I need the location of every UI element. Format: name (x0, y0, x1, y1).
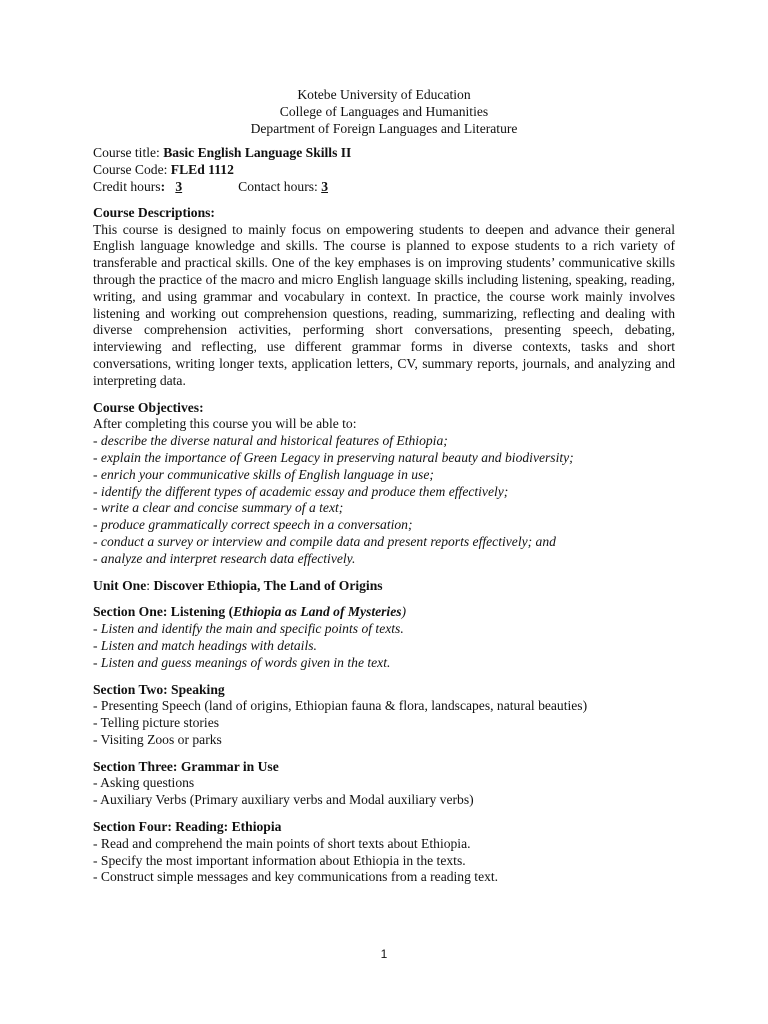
section-grammar (93, 759, 675, 809)
course-objectives (93, 400, 675, 568)
course-description (93, 205, 675, 390)
objective-item: - explain the importance of Green Legacy in preserving natural beauty and biodiversity; (93, 449, 574, 465)
listening-heading: Section One: Listening (Ethiopia as Land of Mysteries) (93, 604, 407, 620)
list-item: - Telling picture stories (93, 715, 220, 731)
objective-item: - enrich your communicative skills of English language in use; (93, 466, 434, 482)
description-heading: Course Descriptions: (93, 204, 215, 220)
reading-heading: Section Four: Reading: Ethiopia (93, 819, 282, 835)
list-item: - Construct simple messages and key communications from a reading text. (93, 869, 499, 885)
course-code-label: Course Code: (93, 162, 171, 178)
list-item: - Read and comprehend the main points of short texts about Ethiopia. (93, 835, 471, 851)
unit-colon: : (146, 577, 154, 593)
contact-hours-value: 3 (321, 178, 328, 194)
contact-hours-label: Contact hours: (238, 178, 322, 194)
section-listening (93, 604, 675, 671)
unit-title: Discover Ethiopia, The Land of Origins (153, 577, 383, 593)
list-item: - Auxiliary Verbs (Primary auxiliary verbs and Modal auxiliary verbs) (93, 792, 474, 808)
department-name: Department of Foreign Languages and Literature (250, 120, 518, 136)
course-info (93, 145, 675, 195)
list-item: - Visiting Zoos or parks (93, 731, 222, 747)
list-item: - Presenting Speech (land of origins, Ethiopian fauna & flora, landscapes, natural beauties) (93, 698, 588, 714)
objective-item: - write a clear and concise summary of a text; (93, 500, 344, 516)
objective-item: - analyze and interpret research data effectively. (93, 550, 356, 566)
list-item: - Listen and match headings with details. (93, 637, 317, 653)
unit-heading (93, 578, 675, 595)
course-code-value: FLEd 1112 (170, 162, 234, 178)
course-title-value: Basic English Language Skills II (163, 145, 352, 161)
description-text: This course is designed to mainly focus on empowering students to deepen and advance their general English language knowledge and skills. The course is planned to expose students to a rich variety of transferable and practical skills. One of the key emphases is on improving students’ communicative skills through the practice of the macro and micro English language skills including listening, speaking, reading, writing, and using grammar and vocabulary in context. In practice, the course work mainly involves listening and working out comprehension questions, reading, summarizing, reflecting and dealing with diverse comprehension activities, performing short conversations, presenting speech, debating, interviewing and reflecting, use different grammar forms in diverse contexts, tasks and short conversations, writing longer texts, application letters, CV, summary reports, journals, and analyzing and interpreting data. (93, 221, 675, 388)
page-number: 1 (380, 947, 388, 961)
objective-item: - conduct a survey or interview and compile data and present reports effectively; and (93, 533, 556, 549)
list-item: - Asking questions (93, 775, 195, 791)
list-item: - Listen and guess meanings of words given in the text. (93, 654, 391, 670)
objectives-intro: After completing this course you will be able to: (93, 416, 357, 432)
objective-item: - describe the diverse natural and historical features of Ethiopia; (93, 433, 448, 449)
section-speaking (93, 682, 675, 749)
list-item: - Specify the most important information about Ethiopia in the texts. (93, 852, 466, 868)
credit-hours-value: 3 (175, 178, 183, 194)
grammar-heading: Section Three: Grammar in Use (93, 758, 279, 774)
speaking-heading: Section Two: Speaking (93, 681, 225, 697)
objective-item: - produce grammatically correct speech in a conversation; (93, 517, 413, 533)
section-reading (93, 819, 675, 886)
course-title-label: Course title: (93, 145, 164, 161)
list-item: - Listen and identify the main and specific points of texts. (93, 621, 404, 637)
objectives-heading: Course Objectives: (93, 399, 204, 415)
objective-item: - identify the different types of academic essay and produce them effectively; (93, 483, 509, 499)
credit-hours-colon: : (160, 178, 166, 194)
document-page (93, 87, 675, 896)
college-name: College of Languages and Humanities (279, 103, 489, 119)
university-name: Kotebe University of Education (297, 87, 471, 102)
credit-hours-label: Credit hours (93, 178, 161, 194)
hours-row (93, 179, 675, 196)
unit-label: Unit One (93, 577, 147, 593)
course-code-row (93, 162, 675, 179)
institution-header (93, 87, 675, 137)
course-title-row (93, 145, 675, 162)
